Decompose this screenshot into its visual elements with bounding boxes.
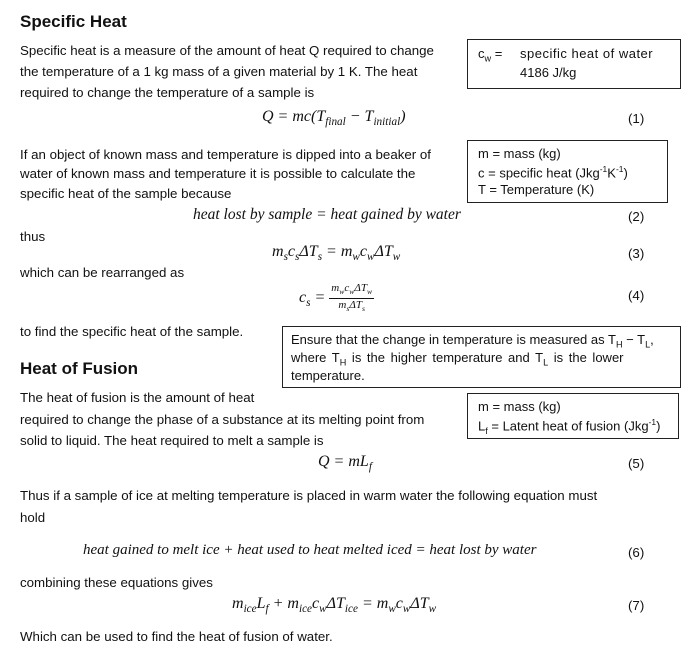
paragraph-line: If an object of known mass and temperature is dipped into a beaker of	[20, 147, 431, 162]
note-line-3: temperature.	[291, 368, 365, 383]
equation-number-1: (1)	[628, 111, 645, 126]
paragraph-line: hold	[20, 510, 46, 525]
equation-number-3: (3)	[628, 246, 645, 261]
equation-3: $m_sc_s\Delta T_s = m_wc_w\Delta T_w$	[272, 243, 401, 264]
paragraph-line: Specific heat is a measure of the amount of heat Q required to change	[20, 43, 434, 58]
mass-definition-2: m = mass (kg)	[478, 399, 561, 414]
paragraph-find: to find the specific heat of the sample.	[20, 324, 244, 339]
section-heading-heat-of-fusion: Heat of Fusion	[20, 359, 139, 378]
equation-number-4: (4)	[628, 288, 645, 303]
temperature-definition: T = Temperature (K)	[478, 182, 595, 197]
cw-definition: specific heat of water	[520, 46, 654, 61]
equation-1: $Q = mc(T_{final} - T_{initial})$	[262, 108, 406, 129]
cw-value: 4186 J/kg	[520, 65, 577, 80]
equation-4: $c_s$ = $\frac{m_wc_w\Delta T_w}{m_s\Delta T_s}$	[299, 282, 373, 314]
specific-heat-water-box	[467, 39, 681, 89]
equation-7: $m_{ice}L_f + m_{ice}c_w\Delta T_{ice} = m_wc_w\Delta T_w$	[232, 595, 437, 616]
paragraph-rearranged: which can be rearranged as	[20, 265, 185, 280]
variables-box	[467, 140, 668, 203]
equation-6: heat gained to melt ice + heat used to heat melted iced = heat lost by water	[83, 542, 537, 558]
paragraph-line: specific heat of the sample because	[20, 186, 232, 201]
paragraph-thus: thus	[20, 229, 46, 244]
equation-5: $Q = mL_f$	[318, 453, 372, 474]
latent-heat-box	[467, 393, 679, 439]
note-line-1: Ensure that the change in temperature is measured as $T_H - T_L$,	[291, 332, 654, 350]
paragraph-final: Which can be used to find the heat of fusion of water.	[20, 629, 333, 644]
latent-heat-definition: $L_f$ = Latent heat of fusion (Jkg$^{-1}$)	[478, 417, 661, 436]
equation-number-6: (6)	[628, 545, 645, 560]
paragraph-line: The heat of fusion is the amount of heat	[20, 390, 255, 405]
paragraph-line: required to change the phase of a substance at its melting point from	[20, 412, 425, 427]
note-line-2: where $T_H$ is the higher temperature and $T_L$ is the lower	[291, 350, 624, 368]
paragraph-line: water of known mass and temperature it is possible to calculate the	[20, 166, 416, 181]
specific-heat-definition: c = specific heat $(Jkg^{-1}K^{-1})$	[478, 164, 628, 181]
paragraph-line: the temperature of a 1 kg mass of a given material by 1 K. The heat	[20, 64, 418, 79]
equation-number-5: (5)	[628, 456, 645, 471]
cw-symbol: $c_w$ =	[478, 46, 503, 64]
paragraph-line: Thus if a sample of ice at melting temperature is placed in warm water the following equation must	[20, 488, 598, 503]
mass-definition: m = mass (kg)	[478, 146, 561, 161]
section-heading-specific-heat: Specific Heat	[20, 12, 127, 31]
paragraph-line: required to change the temperature of a sample is	[20, 85, 315, 100]
equation-2: heat lost by sample = heat gained by water	[193, 206, 461, 223]
paragraph-line: solid to liquid. The heat required to melt a sample is	[20, 433, 324, 448]
equation-number-7: (7)	[628, 598, 645, 613]
equation-number-2: (2)	[628, 209, 645, 224]
temperature-note-box	[282, 326, 681, 388]
paragraph-combining: combining these equations gives	[20, 575, 213, 590]
